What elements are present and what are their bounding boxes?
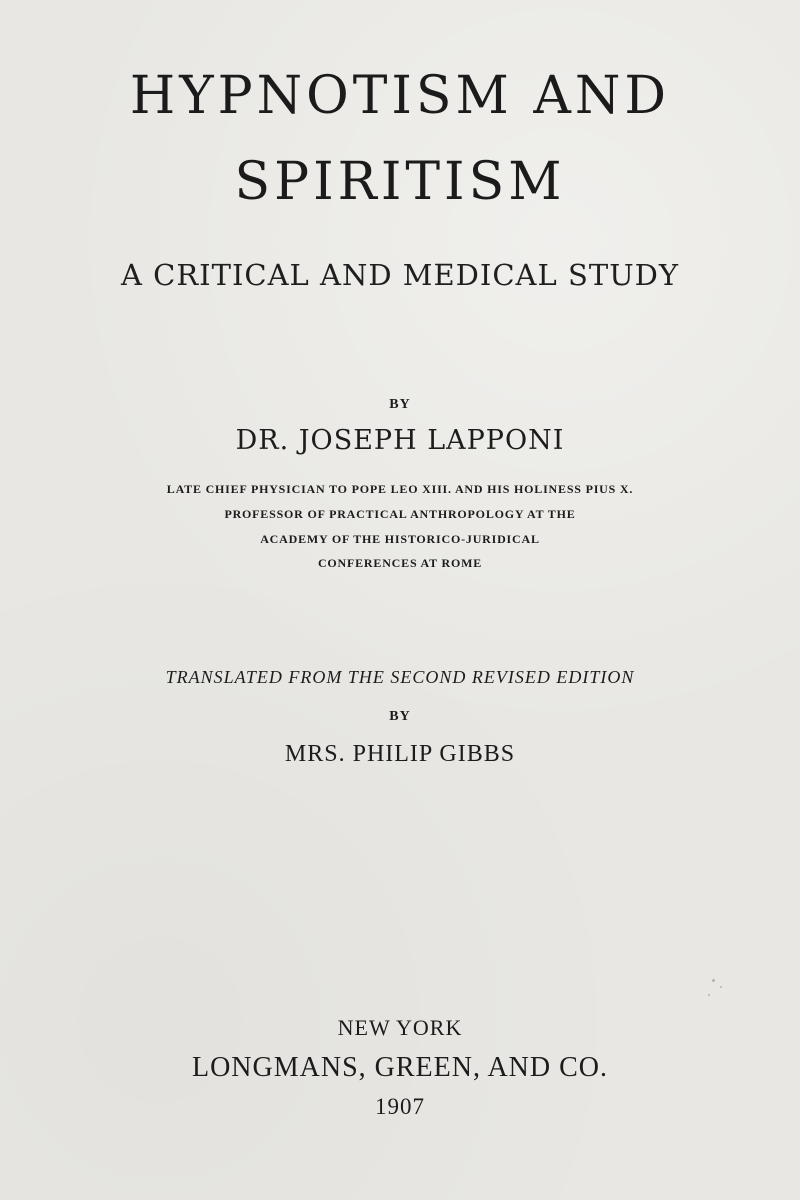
translator-by-label: BY (389, 709, 411, 724)
author-credential-line-3: ACADEMY OF THE HISTORICO-JURIDICAL (260, 532, 540, 546)
book-title-line-1: HYPNOTISM AND (129, 66, 671, 126)
author-credential-line-1: LATE CHIEF PHYSICIAN TO POPE LEO XIII. AND HIS HOLINESS PIUS X. (166, 482, 634, 496)
paper-speck (708, 994, 710, 996)
author-name: DR. JOSEPH LAPPONI (235, 425, 565, 456)
author-by-label: BY (389, 397, 411, 412)
author-credential-line-4: CONFERENCES AT ROME (317, 556, 483, 570)
paper-speck (712, 979, 715, 982)
publication-year: 1907 (375, 1094, 425, 1119)
author-credential-line-2: PROFESSOR OF PRACTICAL ANTHROPOLOGY AT THE (224, 507, 576, 521)
publisher-name: LONGMANS, GREEN, AND CO. (191, 1052, 608, 1083)
translator-name: MRS. PHILIP GIBBS (284, 741, 516, 767)
paper-speck (720, 986, 722, 988)
book-subtitle: A CRITICAL AND MEDICAL STUDY (120, 258, 680, 292)
publication-place: NEW YORK (337, 1015, 463, 1040)
book-title-line-2: SPIRITISM (234, 152, 566, 212)
translation-note: TRANSLATED FROM THE SECOND REVISED EDITION (165, 667, 635, 687)
